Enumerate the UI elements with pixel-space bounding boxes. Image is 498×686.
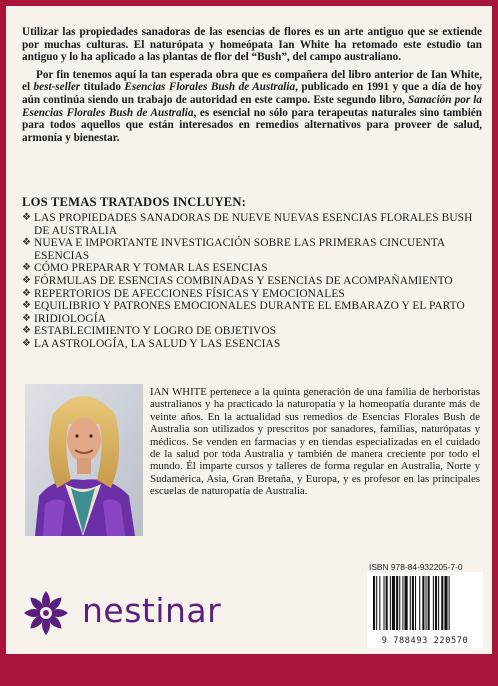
- isbn-text: ISBN 978-84-932205-7-0: [369, 562, 463, 572]
- diamond-bullet-icon: ❖: [22, 262, 32, 274]
- back-cover: [6, 6, 492, 654]
- barcode-icon: [371, 574, 479, 632]
- diamond-bullet-icon: ❖: [22, 237, 32, 249]
- topic-text: IRIDIOLOGÍA: [34, 312, 106, 325]
- author-bio: IAN WHITE pertenece a la quinta generación de una familia de herboristas australianos y ha practicado la naturopatía y la homeopatía durante más de veinte años. En la actualidad sus remedios de Esencias Florales Bush de Australia son utilizados y prescritos por sanadores, familias, naturópatas y médicos. Se venden en farmacias y en tiendas especializadas en el cuidado de la salud por toda Australia y también de manera creciente por todo el mundo. Él imparte cursos y talleres de forma regular en Australia, Norte y Sudamérica, Asia, Gran Bretaña, y Europa, y es profesor en las principales escuelas de naturopatía de Australia.: [150, 386, 480, 498]
- publisher-logo: [20, 587, 280, 639]
- topic-item: [22, 275, 488, 288]
- author-photo: [25, 384, 143, 536]
- intro-p2-book-title: Esencias Florales Bush de Australia: [124, 81, 296, 94]
- intro-p2-part: titulado: [80, 81, 125, 94]
- diamond-bullet-icon: ❖: [22, 212, 32, 223]
- diamond-bullet-icon: ❖: [22, 337, 32, 349]
- topics-title: LOS TEMAS TRATADOS INCLUYEN:: [22, 195, 247, 209]
- topic-item: [22, 262, 488, 275]
- intro-p2-book-title: Sanación por la Esencias Florales Bush de Australia: [22, 93, 483, 119]
- topic-text: LA ASTROLOGÍA, LA SALUD Y LAS ESENCIAS: [34, 337, 281, 350]
- topic-text: LAS PROPIEDADES SANADORAS DE NUEVE NUEVAS ESENCIAS FLORALES BUSH DE AUSTRALIA: [34, 212, 473, 237]
- diamond-bullet-icon: ❖: [22, 287, 32, 299]
- topic-item: [22, 338, 488, 351]
- diamond-bullet-icon: ❖: [22, 274, 32, 286]
- topic-item: [22, 325, 488, 338]
- intro-p2-part: , es esencial no sólo para terapeutas naturales sino también para todos aquellos que están interesados en remedios alternativos para proveer de salud, armonía y bienestar.: [22, 106, 482, 144]
- diamond-bullet-icon: ❖: [22, 312, 32, 324]
- topic-text: EQUILIBRIO Y PATRONES EMOCIONALES DURANTE EL EMBARAZO Y EL PARTO: [34, 300, 465, 313]
- publisher-name: nestinar: [82, 591, 222, 630]
- topic-text: FÓRMULAS DE ESENCIAS COMBINADAS Y ESENCIAS DE ACOMPAÑAMIENTO: [34, 274, 453, 287]
- topic-item: [22, 300, 488, 313]
- topic-text: ESTABLECIMIENTO Y LOGRO DE OBJETIVOS: [34, 325, 277, 338]
- diamond-bullet-icon: ❖: [22, 325, 32, 337]
- diamond-bullet-icon: ❖: [22, 300, 32, 312]
- topics-section: [22, 195, 488, 351]
- intro-paragraph-2: [22, 69, 482, 145]
- topic-text: NUEVA E IMPORTANTE INVESTIGACIÓN SOBRE LAS PRIMERAS CINCUENTA ESENCIAS: [34, 237, 445, 262]
- topic-item: [22, 313, 488, 326]
- publisher-logo-icon: [20, 587, 72, 639]
- intro-paragraph-1: Utilizar las propiedades sanadoras de las esencias de flores es un arte antiguo que se extiende por muchas culturas. El naturópata y homeópata Ian White ha retomado este estudio tan antiguo y lo ha aplicado a las plantas de flor del “Bush”, del campo australiano.: [22, 26, 482, 64]
- topic-text: CÓMO PREPARAR Y TOMAR LAS ESENCIAS: [34, 262, 268, 275]
- topic-text: REPERTORIOS DE AFECCIONES FÍSICAS Y EMOCIONALES: [34, 287, 345, 300]
- intro-text: [22, 26, 482, 149]
- author-portrait-image: [25, 384, 143, 536]
- topic-item: [22, 288, 488, 301]
- intro-p2-part: , publicado en 1991 y que a día de hoy aún continúa siendo un trabajo de autoridad en este campo. Este segundo libro,: [22, 81, 482, 106]
- intro-p2-part: Por fin tenemos aquí la tan esperada obra que es compañera del libro anterior de Ian White, el: [22, 68, 482, 94]
- barcode-number: 9 788493 220570: [381, 636, 469, 646]
- barcode: [367, 572, 483, 648]
- topic-item: [22, 212, 488, 237]
- intro-p2-emphasis: best-seller: [33, 81, 81, 94]
- topic-item: [22, 237, 488, 262]
